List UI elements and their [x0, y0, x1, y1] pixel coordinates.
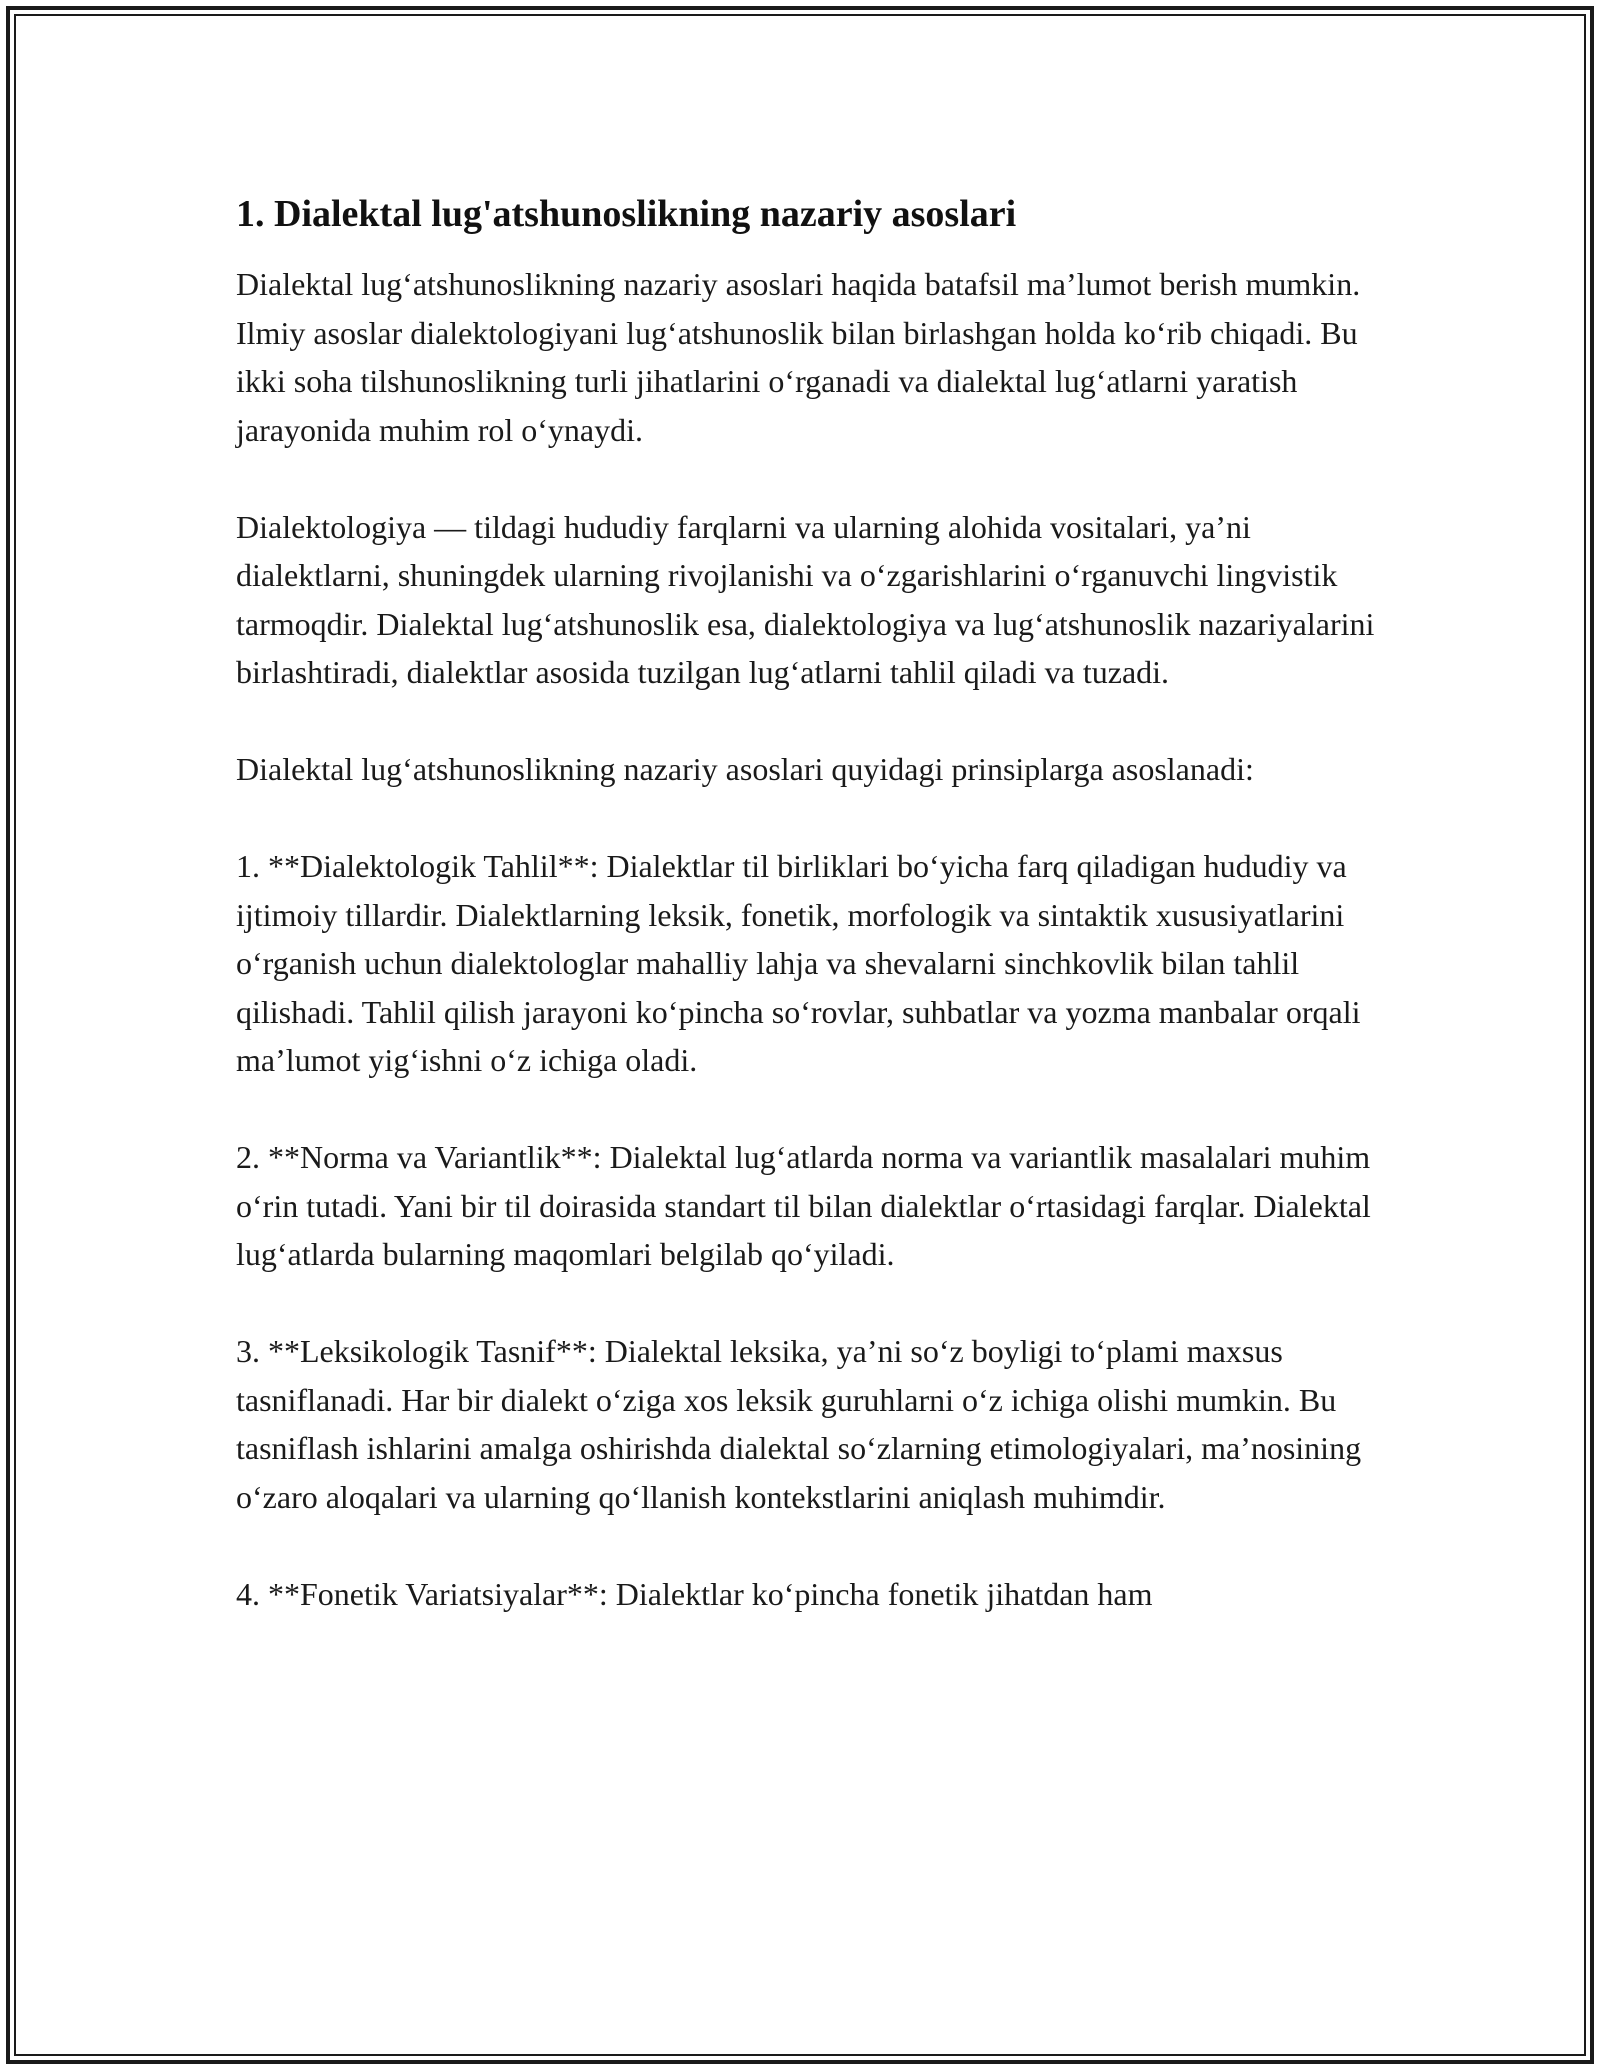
document-body: [236, 186, 1376, 1618]
list-item-dialectological-analysis: 1. **Dialektologik Tahlil**: Dialektlar til birliklari bo‘yicha farq qiladigan hududiy va ijtimoiy tillardir. Dialektlarning leksik, fonetik, morfologik va sintaktik xususiyatlarini o‘rganish uchun dialektologlar mahalliy lahja va shevalarni sinchkovlik bilan tahlil qilishadi. Tahlil qilish jarayoni ko‘pincha so‘rovlar, suhbatlar va yozma manbalar orqali ma’lumot yig‘ishni o‘z ichiga oladi.: [236, 848, 1361, 1078]
section-heading: 1. Dialektal lug'atshunoslikning nazariy asoslari: [236, 193, 1017, 235]
list-item-lexicological-classification: 3. **Leksikologik Tasnif**: Dialektal leksika, ya’ni so‘z boyligi to‘plami maxsus tasniflanadi. Har bir dialekt o‘ziga xos leksik guruhlarni o‘z ichiga olishi mumkin. Bu tasniflash ishlarini amalga oshirishda dialektal so‘zlarning etimologiyalari, ma’nosining o‘zaro aloqalari va ularning qo‘llanish kontekstlarini aniqlash muhimdir.: [236, 1333, 1362, 1515]
list-item-phonetic-variations: 4. **Fonetik Variatsiyalar**: Dialektlar ko‘pincha fonetik jihatdan ham: [236, 1575, 1153, 1612]
paragraph-dialectology: Dialektologiya — tildagi hududiy farqlarni va ularning alohida vositalari, ya’ni dialektlarni, shuningdek ularning rivojlanishi va o‘zgarishlarini o‘rganuvchi lingvistik tarmoqdir. Dialektal lug‘atshunoslik esa, dialektologiya va lug‘atshunoslik nazariyalarini birlashtiradi, dialektlar asosida tuzilgan lug‘atlarni tahlil qiladi va tuzadi.: [236, 508, 1375, 690]
list-item-norm-variation: 2. **Norma va Variantlik**: Dialektal lug‘atlarda norma va variantlik masalalari muhim o‘rin tutadi. Yani bir til doirasida standart til bilan dialektlar o‘rtasidagi farqlar. Dialektal lug‘atlarda bularning maqomlari belgilab qo‘yiladi.: [236, 1139, 1371, 1272]
paragraph-principles-intro: Dialektal lug‘atshunoslikning nazariy asoslari quyidagi prinsiplarga asoslanadi:: [236, 751, 1254, 787]
paragraph-intro: Dialektal lug‘atshunoslikning nazariy asoslari haqida batafsil ma’lumot berish mumkin. Ilmiy asoslar dialektologiyani lug‘atshunoslik bilan birlashgan holda ko‘rib chiqadi. Bu ikki soha tilshunoslikning turli jihatlarini o‘rganadi va dialektal lug‘atlarni yaratish jarayonida muhim rol o‘ynaydi.: [236, 266, 1361, 448]
